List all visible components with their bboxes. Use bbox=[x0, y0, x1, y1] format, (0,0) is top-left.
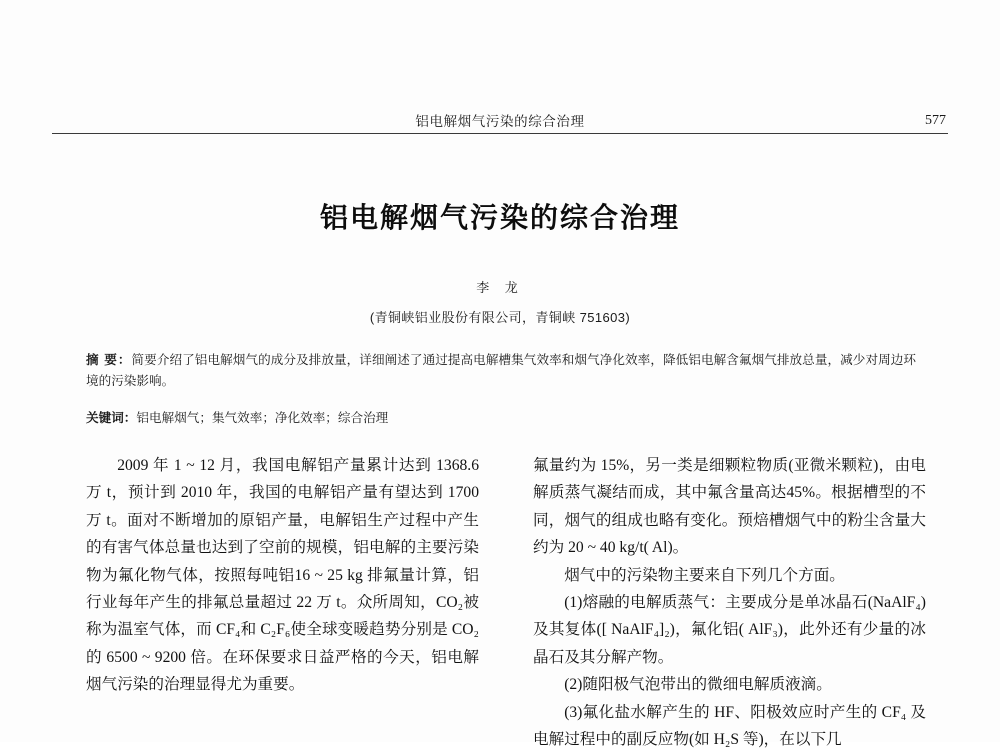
paragraph: 2009 年 1 ~ 12 月，我国电解铝产量累计达到 1368.6 万 t，预计到 2010 年，我国的电解铝产量有望达到 1700 万 t。面对不断增加的原铝产量，电解铝生产过程中产生的有害气体总量也达到了空前的规模，铝电解的主要污染物为氟化物气体，按照每吨铝16 ~ 25 kg 排氟量计算，铝行业每年产生的排氟总量超过 22 万 t。众所周知，CO₂被称为温室气体，而 CF₄和 C₂F₆使全球变暖趋势分别是 CO₂的 6500 ~ 9200 倍。在环保要求日益严格的今天，铝电解烟气污染的治理显得尤为重要。 bbox=[86, 457, 479, 694]
left-column bbox=[86, 452, 479, 742]
abstract-block bbox=[86, 350, 916, 392]
right-column bbox=[533, 452, 926, 749]
paragraph: (1)熔融的电解质蒸气：主要成分是单冰晶石(NaAlF₄)及其复体([ NaAlF₄]₂)，氟化铝( AlF₃)，此外还有少量的冰晶石及其分解产物。 bbox=[533, 594, 926, 666]
abstract-text: 简要介绍了铝电解烟气的成分及排放量，详细阐述了通过提高电解槽集气效率和烟气净化效率，降低铝电解含氟烟气排放总量，减少对周边环境的污染影响。 bbox=[86, 353, 917, 388]
paragraph: 氟量约为 15%，另一类是细颗粒物质(亚微米颗粒)，由电解质蒸气凝结而成，其中氟含量高达45%。根据槽型的不同，烟气的组成也略有变化。预焙槽烟气中的粉尘含量大约为 20 ~ 40 kg/t( Al)。 bbox=[533, 457, 926, 557]
body-columns bbox=[86, 452, 926, 749]
keywords-label: 关键词： bbox=[86, 411, 137, 425]
page-number: 577 bbox=[925, 113, 946, 128]
page-title: 铝电解烟气污染的综合治理 bbox=[319, 202, 680, 233]
keywords-text: 铝电解烟气；集气效率；净化效率；综合治理 bbox=[136, 411, 389, 425]
author-name: 李 龙 bbox=[476, 280, 524, 295]
paragraph: 烟气中的污染物主要来自下列几个方面。 bbox=[564, 566, 845, 584]
running-head-title: 铝电解烟气污染的综合治理 bbox=[415, 114, 585, 129]
running-head bbox=[52, 104, 948, 134]
paragraph: (3)氟化盐水解产生的 HF、阳极效应时产生的 CF₄ 及电解过程中的副反应物(如 H₂S 等)，在以下几 bbox=[533, 703, 926, 749]
author-affiliation: (青铜峡铝业股份有限公司，青铜峡 751603) bbox=[369, 310, 631, 325]
keywords-block bbox=[86, 408, 916, 429]
paragraph: (2)随阳极气泡带出的微细电解质液滴。 bbox=[564, 676, 832, 694]
abstract-label: 摘 要： bbox=[86, 353, 132, 367]
